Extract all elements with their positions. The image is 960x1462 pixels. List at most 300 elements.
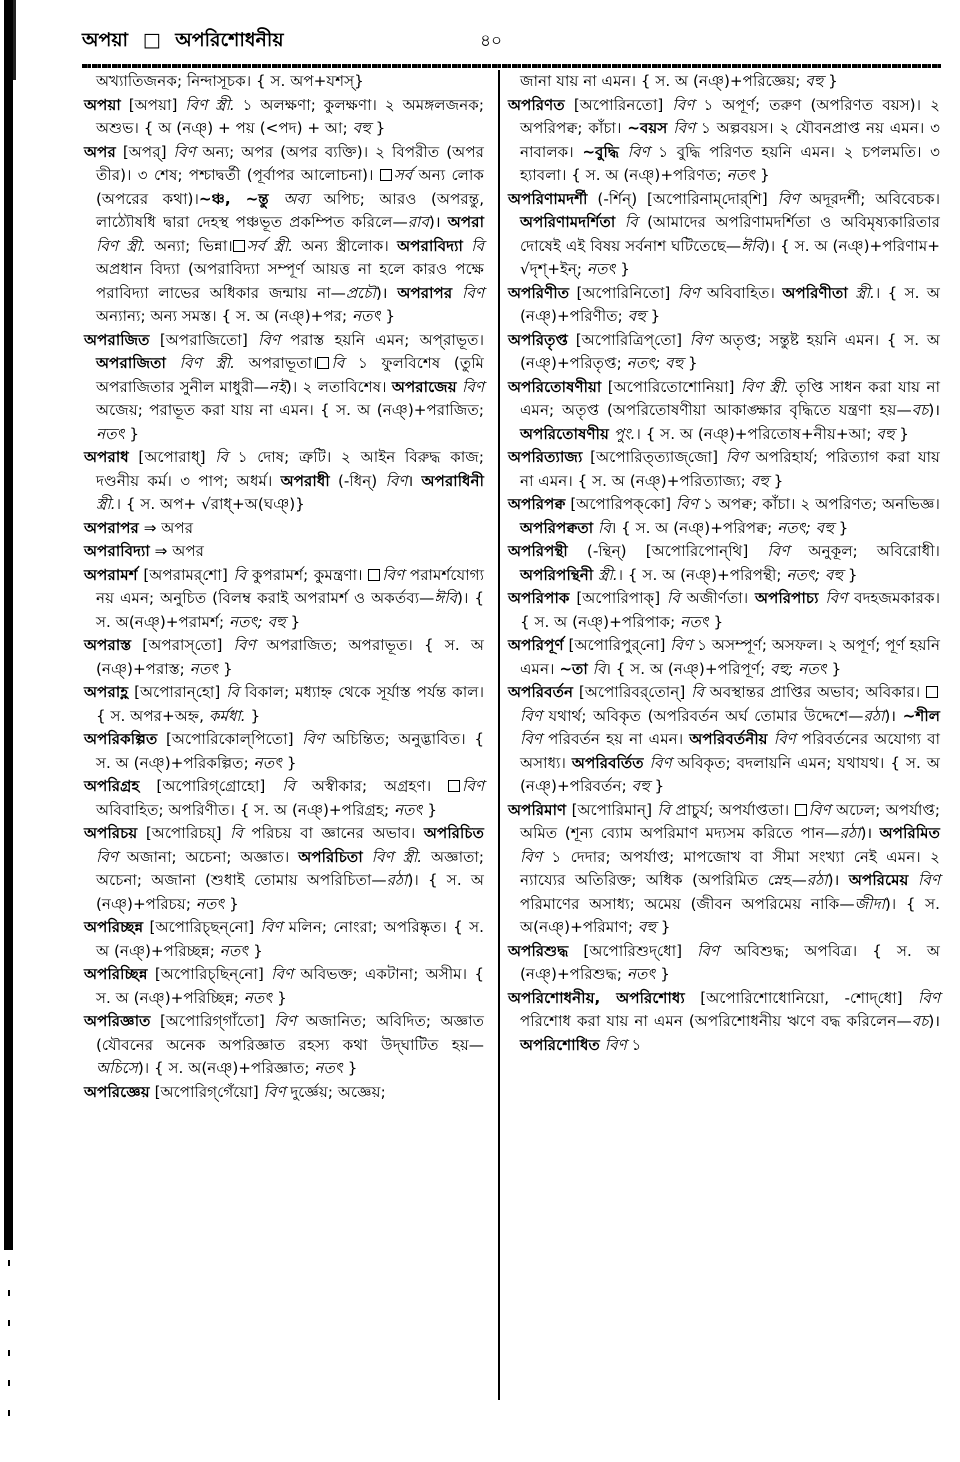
entry-text: [অপোরিবর্‌তোন্‌] [573,683,692,701]
entry-text: ১ দোষ; ত্রুটি। ২ আইন বিরুদ্ধ কাজ; দণ্ডনীয় কর্ম। ৩ পাপ; অধর্ম। [96,448,484,490]
grammar-tag: রঠা [863,706,885,725]
grammar-tag: নতৎ [314,1059,343,1077]
grammar-tag: বি [471,236,485,255]
grammar-tag: বিণ [462,377,484,396]
grammar-tag: বিণ [604,1035,627,1054]
dictionary-entry [508,681,940,799]
grammar-tag: বি [598,518,611,537]
entry-text: ১ অসম্পূর্ণ; অসফল। ২ অপূর্ণ; পূর্ণ হয়নি এমন। [520,636,941,678]
headword: অপরিচ্ছিন্ন [84,965,148,983]
entry-text: [অপরাস্‌তো] [131,636,234,654]
sense-box-icon [926,686,938,698]
entry-text: )। { স. অ (নঞ্‌)+পরিণাম+ √দৃশ্‌+ইন্‌; [520,236,940,278]
headword: অপরিশুদ্ধ [508,941,569,960]
entry-text: অবস্থান্তর প্রাপ্তির অভাব; অবিকার। [703,683,926,701]
headword: অপরিবর্তনীয় [689,730,768,748]
entry-text: )। [860,824,880,842]
entry-text: ১ দেদার; অপর্যাপ্ত; মাপজোখ বা সীমা সংখ্যা নেই এমন। ২ ন্যায্যের অতিরিক্ত; অধিক (অপরিমিত স্নেহ— [520,847,940,889]
entry-text: [অপোরিত্‌ত্যাজ্‌জো] [582,448,726,466]
headword: ~তা [559,659,588,678]
headword: অপরিজ্ঞেয় [84,1082,150,1101]
dictionary-entry [84,564,484,635]
headword: অপরিগ্রহ [84,777,140,795]
entry-text: )। [928,1012,940,1030]
entry-text: } [380,307,396,325]
entry-text: অজানা; অচেনা; অজ্ঞাত। [117,847,299,866]
entry-text: [অপোরিনিতো] [569,283,678,302]
entry-text: (-ন্থিন্‌) [অপোরিপোন্‌থি] [567,542,768,560]
guide-word-first: অপয়া [82,29,129,51]
grammar-tag: বিণ [520,730,542,748]
grammar-tag: বিণ [462,777,484,795]
entry-text: ১ অপক্ব; কাঁচা। ২ অপরিণত; অনভিজ্ঞ। [698,495,940,513]
grammar-tag: স্ত্রী. [855,283,875,302]
entry-text: )। ২ লতাবিশেষ। [285,377,392,396]
entry-text: যথার্থ; অবিকৃত (অপরিবর্তন অর্ঘ তোমার উদ্দেশে— [541,706,864,725]
scan-border-mark [13,0,16,80]
sense-box-icon [317,357,329,369]
grammar-tag: বিণ [96,847,118,866]
grammar-tag: বহু [637,918,656,936]
grammar-tag: বিণ স্ত্রী. [179,354,235,372]
grammar-tag: নতৎ [586,260,616,278]
headword: অপরাবিদ্যা [397,236,463,255]
entry-text: } [218,659,233,678]
grammar-tag: বিণ [918,988,940,1007]
grammar-tag: রঠা [839,824,861,842]
dictionary-entry [84,141,484,329]
headword: অপরিণীতা [782,283,848,302]
grammar-tag: জীদা [854,894,885,913]
grammar-tag: রাব [407,213,429,231]
grammar-tag: বিণ [520,706,542,725]
guide-word-last: অপরিশোধনীয় [175,29,284,51]
entry-text: } [826,659,842,678]
grammar-tag: স্ত্রী. [598,565,618,584]
entry-text: পরিমাণের অসাধ্য; অমেয় (জীবন অপরিমেয় নাকি— [520,894,855,913]
headword: অপরিপন্থিনী [520,565,594,584]
entry-text: । { স. অ (নঞ্‌)+পরিতোষ+নীয়+আ; [635,424,877,443]
grammar-tag: বি [667,589,680,607]
headword: অপরিচয় [84,824,138,842]
dictionary-entry [84,916,484,963]
entry-text: )। [428,213,448,231]
entry-text: অন্যা; ভিন্না। [145,236,233,255]
headword: অপরাজিতা [96,354,166,372]
dictionary-entry [84,446,484,517]
entry-text: [অপোরিনতো] [564,95,673,114]
headword: অপরিপাক [508,589,570,607]
dictionary-entry [84,634,484,681]
headword: অপরিমাণ [508,800,567,819]
grammar-tag: বিণ [233,636,256,654]
entry-text: } [645,307,661,325]
grammar-tag: বহু [631,777,650,795]
entry-text: অদূরদর্শী; অবিবেচক। [799,189,940,208]
entry-text: অন্য স্ত্রীলোক। [293,236,398,255]
grammar-tag: অব্য [283,189,310,208]
entry-text: অনুকূল; অবিরোধী। [789,542,940,560]
entry-text: } [224,894,239,913]
entry-text: [অপোরিতোশোনিয়া] [601,377,741,396]
dictionary-entry [84,822,484,916]
grammar-tag: নতৎ; বহু [786,565,844,584]
grammar-tag: কর্মধা. [208,706,246,725]
entry-text: অজীর্ণতা। [679,589,755,607]
entry-text: । [407,471,422,490]
entry-text: } [683,354,698,372]
entry-text: [অপোরিচয়্‌] [137,824,231,842]
headword: অপরিবর্তিত [571,753,644,772]
grammar-tag: নতৎ [219,941,249,960]
entry-text: [অপোরিপক্‌কো] [565,495,677,513]
grammar-tag: ঈবি [434,589,458,607]
entry-text: অপরাজিত; অপরাভূত। { স. অ (নঞ্‌)+পরাস্ত; [96,636,484,678]
entry-text: ⇒ অপর [138,518,194,537]
entry-text: ১ অপূর্ণ; তরুণ (অপরিণত বয়স)। ২ অপরিপক্ব; কাঁচা। [520,95,940,137]
dictionary-entry [84,728,484,775]
entry-text: বিকাল; মধ্যাহ্ন থেকে সূর্যাস্ত পর্যন্ত কাল। { স. অপর+অহ্ন, [96,683,484,725]
entry-text: পরামর্শযোগ্য নয় এমন; অনুচিত (বিলম্ব করাই অপরামর্শ ও অকর্তব্য— [96,565,484,607]
entry-text: পরিশোধ করা যায় না এমন (অপরিশোধনীয় ঋণে বদ্ধ করিলেন— [520,1012,912,1030]
headword: অপয়া [84,95,121,114]
entry-text: পরিচয় বা জ্ঞানের অভাব। [242,824,424,842]
entry-text: [অপোরান্‌হো] [128,683,227,701]
grammar-tag: বহু; নতৎ [770,659,827,678]
dictionary-entry [508,493,940,540]
grammar-tag: বিণ [260,918,283,936]
entry-text: প্রাচুর্য; অপর্যাপ্ততা। [670,800,795,819]
entry-text: } [245,706,261,725]
dictionary-entry [508,376,940,447]
entry-text: অতৃপ্ত; সন্তুষ্ট হয়নি এমন। { স. অ (নঞ্‌)+পরিতৃপ্ত; [520,330,941,372]
grammar-tag: বিণ স্ত্রী. [96,236,146,255]
entry-text: অবিবাহিত। [699,283,783,302]
right-column [508,70,940,1057]
grammar-tag: বিণ [767,542,790,560]
headword: অপরিশোধনীয়, অপরিশোধ্য [508,988,685,1007]
entry-text: অঢেল; অপর্যাপ্ত; অমিত (শূন্য ব্যোম অপরিমাণ মদ্যসম করিতে পান— [520,800,940,842]
dictionary-entry [508,188,940,282]
dictionary-entry [84,963,484,1010]
entry-text: অজানিত; অবিদিত; অজ্ঞাত (যৌবনের অনেক অপরিজ্ঞাত রহস্য কথা উদ্‌ঘাটিত হয়— [96,1012,485,1054]
headword: অপরিকল্পিত [84,730,158,748]
headword: অপরিতৃপ্ত [508,330,569,349]
entry-text [619,143,628,161]
headword: অপরাহ্ণ [84,683,129,701]
entry-text: । { স. অ (নঞ্‌)+পরিপন্থী; [617,565,787,584]
entry-text: । { স. অ (নঞ্‌)+পরিপক্ব; [610,518,778,537]
entry-text [452,284,462,302]
headword: ~ঞ্চ, ~ন্তু [198,189,269,208]
grammar-tag: নতৎ [195,894,225,913]
dictionary-entry [84,94,484,141]
entry-text: } [755,166,770,184]
entry-text: মলিন; নোংরা; অপরিষ্কৃত। { স. অ (নঞ্‌)+পরিচ্ছন্ন; [96,918,484,960]
entry-text: } [282,753,297,772]
dictionary-entry [508,987,940,1058]
grammar-tag: নতৎ [189,659,219,678]
headword: অপরিতোষণীয় [520,424,609,443]
headword: অপরাধিনী [421,471,484,490]
grammar-tag: বি [691,683,704,701]
headword: ~বুদ্ধি [582,142,619,161]
grammar-tag: স্ত্রী. [96,495,116,513]
grammar-tag: বি [331,354,345,372]
entry-text: বদহজমকারক। { স. অ (নঞ্‌)+পরিপাক; [520,589,940,631]
entry-text: [অপরামর্‌শো] [137,565,234,584]
headword: অপরাপর [84,518,139,537]
sense-box-icon [380,169,392,181]
sense-box-icon [795,804,807,816]
headword: অপরাপর [397,283,453,302]
entry-text [615,213,625,231]
grammar-tag: রঠা [386,871,408,889]
entry-text: } [124,424,140,443]
grammar-tag: বি [233,565,247,584]
headword: অপরিপাচ্য [755,589,819,607]
dictionary-entry [508,634,940,681]
headword: ~শীল [902,706,941,725]
headword: অপর [84,142,116,161]
grammar-tag: বিণ [258,330,281,349]
sense-box-icon [448,780,460,792]
grammar-tag: বিণ [677,283,700,302]
entry-text: )। [827,871,849,889]
grammar-tag: বিণ [725,448,748,466]
entry-text: কুপরামর্শ; কুমন্ত্রণা। [246,565,369,584]
entry-text: [অপোরিকোল্‌পিতো] [157,730,303,748]
entry-text: )। { স. অ (নঞ্‌)+পরিচয়; [96,871,484,913]
headword: অপরিমেয় [848,871,909,889]
entry-text: } [422,800,438,819]
entry-text: (আমাদের অপরিণামদর্শিতা ও অবিমৃষ্যকারিতার দোষেই এই বিষয় সর্বনাশ ঘটিতেছে— [520,213,940,255]
grammar-tag: বিণ [672,95,695,114]
headword: অপরিণীত [508,283,570,302]
entry-text: অন্য লোক (অপরের কথা)। [96,166,484,208]
entry-text: )। [928,401,940,419]
entry-text: । { স. অপ+ √রাধ্‌+অ(ঘঞ্‌)} [115,495,305,513]
dictionary-entry [508,94,940,188]
headword: অপরা [447,213,484,231]
entry-text: অবিকৃত; বদলায়নি এমন; যথাযথ। { স. অ (নঞ্‌)+পরিবর্তন; [520,753,940,795]
scan-border-ticks [8,1260,10,1430]
page-header [82,26,942,60]
entry-text: ১ অলক্ষণা; কুলক্ষণা। ২ অমঙ্গলজনক; অশুভ। { অ (নঞ্‌) + পয় (<পদ) + আ; [96,95,484,137]
entry-text: )। { স. অ(নঞ্‌)+পরিমাণ; [520,894,940,936]
headword: অপরিচিত [423,824,484,842]
entry-text: (-ধিন্‌) [329,471,386,490]
dictionary-entry [508,282,940,329]
dictionary-entry [508,70,940,94]
entry-text: } [370,119,386,137]
entry-text: [অপোরিচ্‌ছন্‌নো] [143,918,261,936]
entry-text: [অপোরিশোধোনিয়ো, -শোদ্‌ধো] [684,988,919,1007]
headword: অপরাজেয় [391,377,457,396]
entry-text: অন্য; অপর (অপর ব্যক্তি)। ২ বিপরীত (অপর তীর)। ৩ শেষ; পশ্চাদ্বর্তী (পূর্বাপর আলোচনা)। [96,142,484,184]
dictionary-entry [508,540,940,587]
headword: অপরিতোষণীয়া [508,377,602,396]
headword: অপরিণামদর্শী [508,189,588,208]
grammar-tag: বিণ [462,283,484,302]
entry-text: অপরিহার্য; পরিত্যাগ করা যায় না এমন। { স. অ (নঞ্‌)+পরিত্যাজ্য; [520,448,940,490]
grammar-tag: বিণ স্ত্রী. [371,847,423,866]
entry-text: অখ্যাতিজনক; নিন্দাসূচক। { স. অপ+যশস্‌} [96,72,364,90]
entry-text: [অপোরিপাক্‌] [569,589,668,607]
dictionary-entry [508,329,940,376]
grammar-tag: নতৎ [393,800,423,819]
entry-text [909,871,919,889]
entry-text: [অপোরাধ্‌] [128,448,216,466]
grammar-tag: সর্ব [393,166,413,184]
entry-text: । { স. অ (নঞ্‌)+পরিণীত; [520,283,940,325]
entry-text: অজেয়; পরাভূত করা যায় না এমন। { স. অ (নঞ্‌)+পরাজিত; [96,401,484,419]
grammar-tag: বিণ [676,495,699,513]
grammar-tag: নতৎ; বহু [777,518,834,537]
grammar-tag: বিণ [777,189,800,208]
headword: অপরাবিদ্যা [84,542,150,560]
grammar-tag: নতৎ [351,307,381,325]
entry-text [363,848,372,866]
grammar-tag: বিণ [382,565,405,584]
grammar-tag: বহু [627,307,646,325]
entry-text: জানা যায় না এমন। { স. অ (নঞ্‌)+পরিজ্ঞেয়; [520,72,806,90]
grammar-tag: বিণ [825,589,848,607]
dictionary-entry [84,775,484,822]
entry-text: ⇒ অপর [149,542,205,560]
grammar-tag: নতৎ [626,965,656,983]
entry-text: [অপোরিগ্‌গেঁয়ো] [149,1082,264,1101]
entry-text: দুর্জ্ঞেয়; অজ্ঞেয়; [285,1082,386,1101]
grammar-tag: বহু [876,424,895,443]
grammar-tag: বিণ [271,965,294,983]
grammar-tag: বিণ [385,471,408,490]
headword: অপরাজিত [84,330,150,349]
entry-text: [অপোরিচ্‌ছিন্‌নো] [147,965,272,983]
entry-text: } [655,965,670,983]
headword: অপরিচ্ছন্ন [84,918,144,936]
grammar-tag: রঠা [806,871,828,889]
dictionary-entry [508,446,940,493]
entry-text: অন্যান্য; অন্য সমস্ত। { স. অ (নঞ্‌)+পর; [96,307,352,325]
entry-text: )। [884,706,903,725]
entry-text: অবিভক্ত; একটানা; অসীম। { স. অ (নঞ্‌)+পরিচ্ছিন্ন; [96,965,484,1007]
dictionary-entry [84,1081,484,1105]
entry-text: } [655,918,671,936]
grammar-tag: বিণ [808,800,831,819]
entry-text: অপ্রধান বিদ্যা (অপরাবিদ্যা সম্পূর্ণ আয়ত্ত না হলে কারও পক্ষে পরাবিদ্যা লাভের অধিকার জন্মায় না— [96,260,484,302]
column-separator [498,70,500,1400]
grammar-tag: বিণ [263,1082,286,1101]
entry-text: অপরাভূতা। [234,354,318,372]
entry-text: } [768,471,784,490]
page-number: ৪০ [480,31,503,51]
grammar-tag: বহু [352,119,371,137]
entry-text: [অপোরিগ্‌গ্রোহো] [139,777,283,795]
grammar-tag: অচিসে [96,1059,138,1077]
headword: ~বয়স [627,119,668,137]
grammar-tag: বি [230,824,243,842]
dictionary-entry [84,1010,484,1081]
grammar-tag: বিণ [302,730,325,748]
entry-text: অবিশুদ্ধ; অপবিত্র। { স. অ (নঞ্‌)+পরিশুদ্ধ; [520,941,940,983]
entry-text: অজ্ঞাতা; অচেনা; অজানা (শুধাই তোমায় অপরিচিতা— [96,847,485,889]
grammar-tag: বিণ [673,119,696,137]
entry-text: [অপোরিমান্‌] [566,800,658,819]
entry-text: পরিবর্তন হয় না এমন। [541,730,690,748]
entry-text: (-র্শিন্‌) [অপোরিনাম্‌দোর্‌শি] [587,189,778,208]
grammar-tag: বহু [805,72,824,90]
grammar-tag: বিণ [649,753,672,772]
grammar-tag: পুং. [613,424,636,443]
entry-text [269,190,283,208]
grammar-tag: বিণ [918,871,940,889]
grammar-tag: নই [268,377,286,396]
grammar-tag: বি [282,777,296,795]
entry-text: [অপোরিপুর্‌নো] [563,636,671,654]
headword: অপরাধী [280,471,330,490]
entry-text: অপিচ; আরও (অপরন্তু, লাঠ্যৌষধি দ্বারা দেহস্থ পঞ্চভূত প্রকম্পিত করিলে— [96,189,485,231]
sense-box-icon [368,569,380,581]
entry-text: ১ অল্পবয়স। ২ যৌবনপ্রাপ্ত নয় এমন। ৩ নাবালক। [520,119,940,161]
sense-box-icon [233,240,245,252]
grammar-tag: নতৎ [96,424,125,443]
entry-text: ১ ফুলবিশেষ (তুমি অপরাজিতার সুনীল মাধুরী— [96,354,484,396]
grammar-tag: বিণ স্ত্রী. [740,377,789,396]
grammar-tag: বিণ [274,1012,297,1030]
entry-text: । { স. অ (নঞ্‌)+পরিপূর্ণ; [605,659,771,678]
left-column [84,70,484,1104]
entry-text: অস্বীকার; অগ্রহণ। [295,777,449,795]
headword: অপরিণত [508,95,565,114]
grammar-tag: নতৎ; বহু [228,612,286,631]
headword: অপরিপূর্ণ [508,636,564,654]
headword: অপরিত্যাজ্য [508,448,583,466]
grammar-tag: বিণ [173,142,196,161]
entry-text: )। { স. অ(নঞ্‌)+পরিজ্ঞাত; [137,1059,315,1077]
entry-text: [অপয়া] [120,95,186,114]
grammar-tag: বিণ [627,142,650,161]
entry-text: তৃপ্তি সাধন করা যায় না এমন; অতৃপ্ত (অপরিতোষণীয়া আকাঙ্ক্ষার বৃদ্ধিতে যন্ত্রণা হয়— [520,377,940,419]
grammar-tag: বিণ [773,730,796,748]
dictionary-entry [84,540,484,564]
entry-text: [অপর্‌] [115,142,174,161]
entry-text: [অপরাজিতো] [149,330,259,349]
grammar-tag: বহু [750,471,769,490]
guide-separator-icon: □ [142,29,161,51]
entry-text: ১ বুদ্ধি পরিণত হয়নি এমন। ২ চপলমতি। ৩ হ্যাবলা। { স. অ (নঞ্‌)+পরিণত; [520,142,941,184]
headword: অপরিমিত [879,824,940,842]
dictionary-entry [84,70,484,94]
entry-text: [অপোরিত্রিপ্‌তো] [568,330,690,349]
dictionary-entry [508,940,940,987]
grammar-tag: বি [657,800,671,819]
grammar-tag: নতৎ; বহু [626,354,684,372]
grammar-tag: বিণ স্ত্রী. [185,95,235,114]
grammar-tag: নতৎ [680,612,709,631]
entry-text: [অপোরিশুদ্‌ধো] [568,941,698,960]
grammar-tag: ঈবি [741,236,764,255]
grammar-tag: বিণ [520,847,542,866]
entry-text: } [272,988,287,1007]
entry-text: } [894,424,909,443]
entry-text [166,354,180,372]
entry-text: ১ [626,1035,642,1054]
headword: অপরিবর্তন [508,683,574,701]
entry-text: } [649,777,665,795]
grammar-tag: বিণ [697,941,720,960]
entry-text: } [708,612,724,631]
